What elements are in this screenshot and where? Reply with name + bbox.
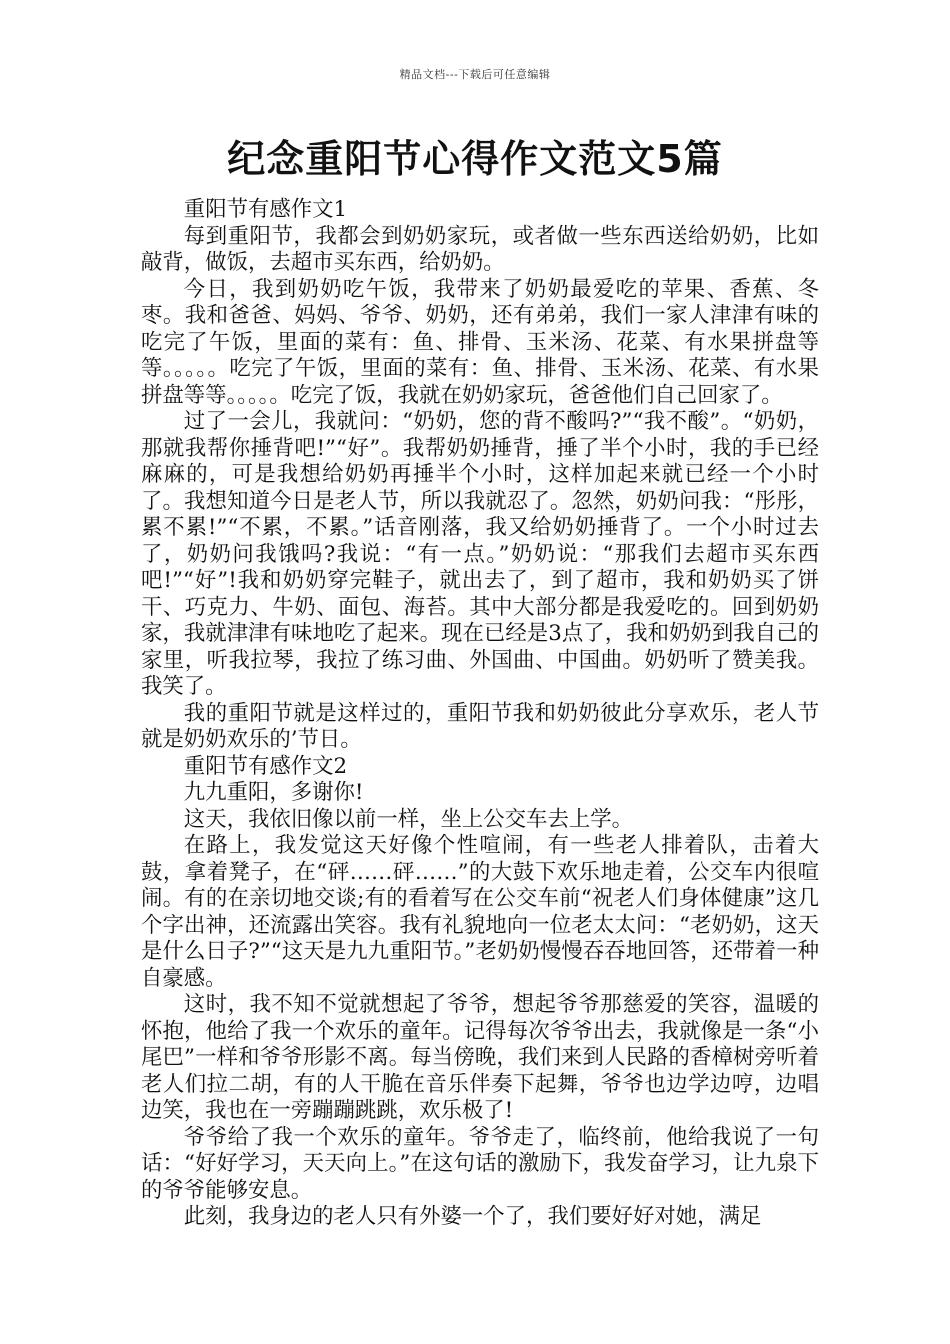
header-note: 精品文档---下载后可任意编辑 xyxy=(399,68,551,81)
paragraph: 我的重阳节就是这样过的，重阳节我和奶奶彼此分享欢乐，老人节就是奶奶欢乐的’节日。 xyxy=(141,700,819,752)
paragraph: 这时，我不知不觉就想起了爷爷，想起爷爷那慈爱的笑容，温暖的怀抱，他给了我一个欢乐的童年。记得每次爷爷出去，我就像是一条“小尾巴”一样和爷爷形影不离。每当傍晚，我们来到人民路的香樟树旁听着老人们拉二胡，有的人干脆在音乐伴奏下起舞，爷爷也边学边哼，边唱边笑，我也在一旁蹦蹦跳跳，欢乐极了! xyxy=(141,992,819,1123)
document-body xyxy=(141,197,819,1231)
section-heading-2: 重阳节有感作文2 xyxy=(183,753,348,779)
document-title: 纪念重阳节心得作文范文5篇 xyxy=(227,137,723,181)
paragraph: 九九重阳，多谢你! xyxy=(183,780,364,805)
paragraph: 过了一会儿，我就问：“奶奶，您的背不酸吗?”“我不酸”。“奶奶，那就我帮你捶背吧!”“好”。我帮奶奶捶背，捶了半个小时，我的手已经麻麻的，可是我想给奶奶再捶半个小时，这样加起来就已经一个小时了。我想知道今日是老人节，所以我就忍了。忽然，奶奶问我：“彤彤，累不累!”“不累，不累。”话音刚落，我又给奶奶捶背了。一个小时过去了，奶奶问我饿吗?我说：“有一点。”奶奶说：“那我们去超市买东西吧!”“好”!我和奶奶穿完鞋子，就出去了，到了超市，我和奶奶买了饼干、巧克力、牛奶、面包、海苔。其中大部分都是我爱吃的。回到奶奶家，我就津津有味地吃了起来。现在已经是3点了，我和奶奶到我自己的家里，听我拉琴，我拉了练习曲、外国曲、中国曲。奶奶听了赞美我。我笑了。 xyxy=(141,409,819,699)
section-heading-1: 重阳节有感作文1 xyxy=(183,197,348,222)
paragraph: 此刻，我身边的老人只有外婆一个了，我们要好好对她，满足 xyxy=(183,1204,762,1229)
paragraph: 这天，我依旧像以前一样，坐上公交车去上学。 xyxy=(183,806,634,832)
paragraph: 今日，我到奶奶吃午饭，我带来了奶奶最爱吃的苹果、香蕉、冬枣。我和爸爸、妈妈、爷爷、奶奶，还有弟弟，我们一家人津津有味的吃完了午饭，里面的菜有：鱼、排骨、玉米汤、花菜、有水果拼盘等等。。。。。吃完了午饭，里面的菜有：鱼、排骨、玉米汤、花菜、有水果拼盘等等。。。。。吃完了饭，我就在奶奶家玩，爸爸他们自己回家了。 xyxy=(141,276,819,408)
paragraph: 每到重阳节，我都会到奶奶家玩，或者做一些东西送给奶奶，比如敲背，做饭，去超市买东西，给奶奶。 xyxy=(141,223,819,275)
paragraph: 爷爷给了我一个欢乐的童年。爷爷走了，临终前，他给我说了一句话：“好好学习，天天向上。”在这句话的激励下，我发奋学习，让九泉下的爷爷能够安息。 xyxy=(141,1124,819,1203)
paragraph: 在路上，我发觉这天好像个性喧闹，有一些老人排着队，击着大鼓，拿着凳子，在“砰……砰……”的大鼓下欢乐地走着，公交车内很喧闹。有的在亲切地交谈;有的看着写在公交车前“祝老人们身体健康”这几个字出神，还流露出笑容。我有礼貌地向一位老太太问：“老奶奶，这天是什么日子?”“这天是九九重阳节。”老奶奶慢慢吞吞地回答，还带着一种自豪感。 xyxy=(141,833,819,991)
